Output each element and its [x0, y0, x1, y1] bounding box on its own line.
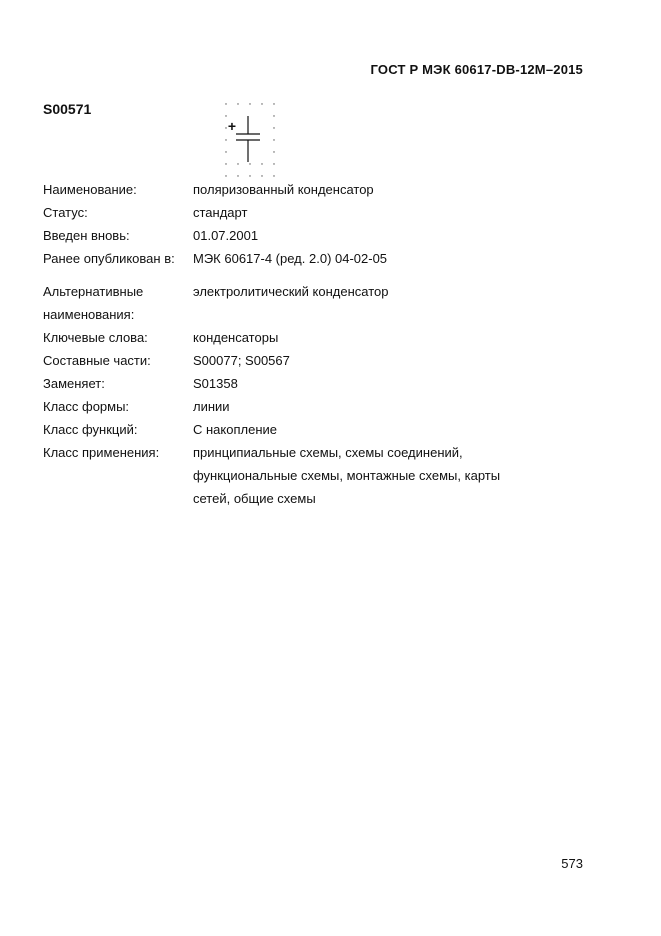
field-row [43, 349, 563, 372]
field-label: Введен вновь: [43, 228, 130, 243]
field-row [43, 247, 563, 270]
field-row [43, 395, 563, 418]
field-value: принципиальные схемы, схемы соединений, функциональные схемы, монтажные схемы, карты сетей, общие схемы [193, 445, 501, 506]
field-label: Класс применения: [43, 445, 160, 460]
field-value: S00077; S00567 [193, 353, 290, 368]
field-value: электролитический конденсатор [193, 284, 389, 299]
symbol-code: S00571 [43, 101, 92, 117]
field-row [43, 280, 563, 326]
field-row [43, 372, 563, 395]
field-value: поляризованный конденсатор [193, 182, 374, 197]
field-label: Составные части: [43, 353, 151, 368]
field-list [43, 178, 563, 510]
field-value: С накопление [193, 422, 277, 437]
field-row [43, 224, 563, 247]
field-label: Класс функций: [43, 422, 138, 437]
field-value: МЭК 60617-4 (ред. 2.0) 04-02-05 [193, 251, 388, 266]
field-row [43, 441, 563, 510]
document-header: ГОСТ Р МЭК 60617-DB-12M–2015 [370, 62, 583, 77]
field-label: Ранее опубликован в: [43, 251, 175, 266]
field-label: Заменяет: [43, 376, 105, 391]
page-number: 573 [561, 856, 583, 871]
field-label: Статус: [43, 205, 88, 220]
field-label: Ключевые слова: [43, 330, 148, 345]
field-label: Класс формы: [43, 399, 130, 414]
field-value: стандарт [193, 205, 248, 220]
field-label: Наименование: [43, 182, 137, 197]
field-value: 01.07.2001 [193, 228, 259, 243]
field-label: Альтернативные наименования: [43, 284, 144, 322]
field-value: линии [193, 399, 230, 414]
field-row [43, 326, 563, 349]
plus-sign: + [227, 118, 237, 134]
field-value: S01358 [193, 376, 238, 391]
field-row [43, 201, 563, 224]
field-value: конденсаторы [193, 330, 279, 345]
polarized-capacitor-symbol [222, 100, 280, 178]
field-row [43, 178, 563, 201]
field-row [43, 418, 563, 441]
